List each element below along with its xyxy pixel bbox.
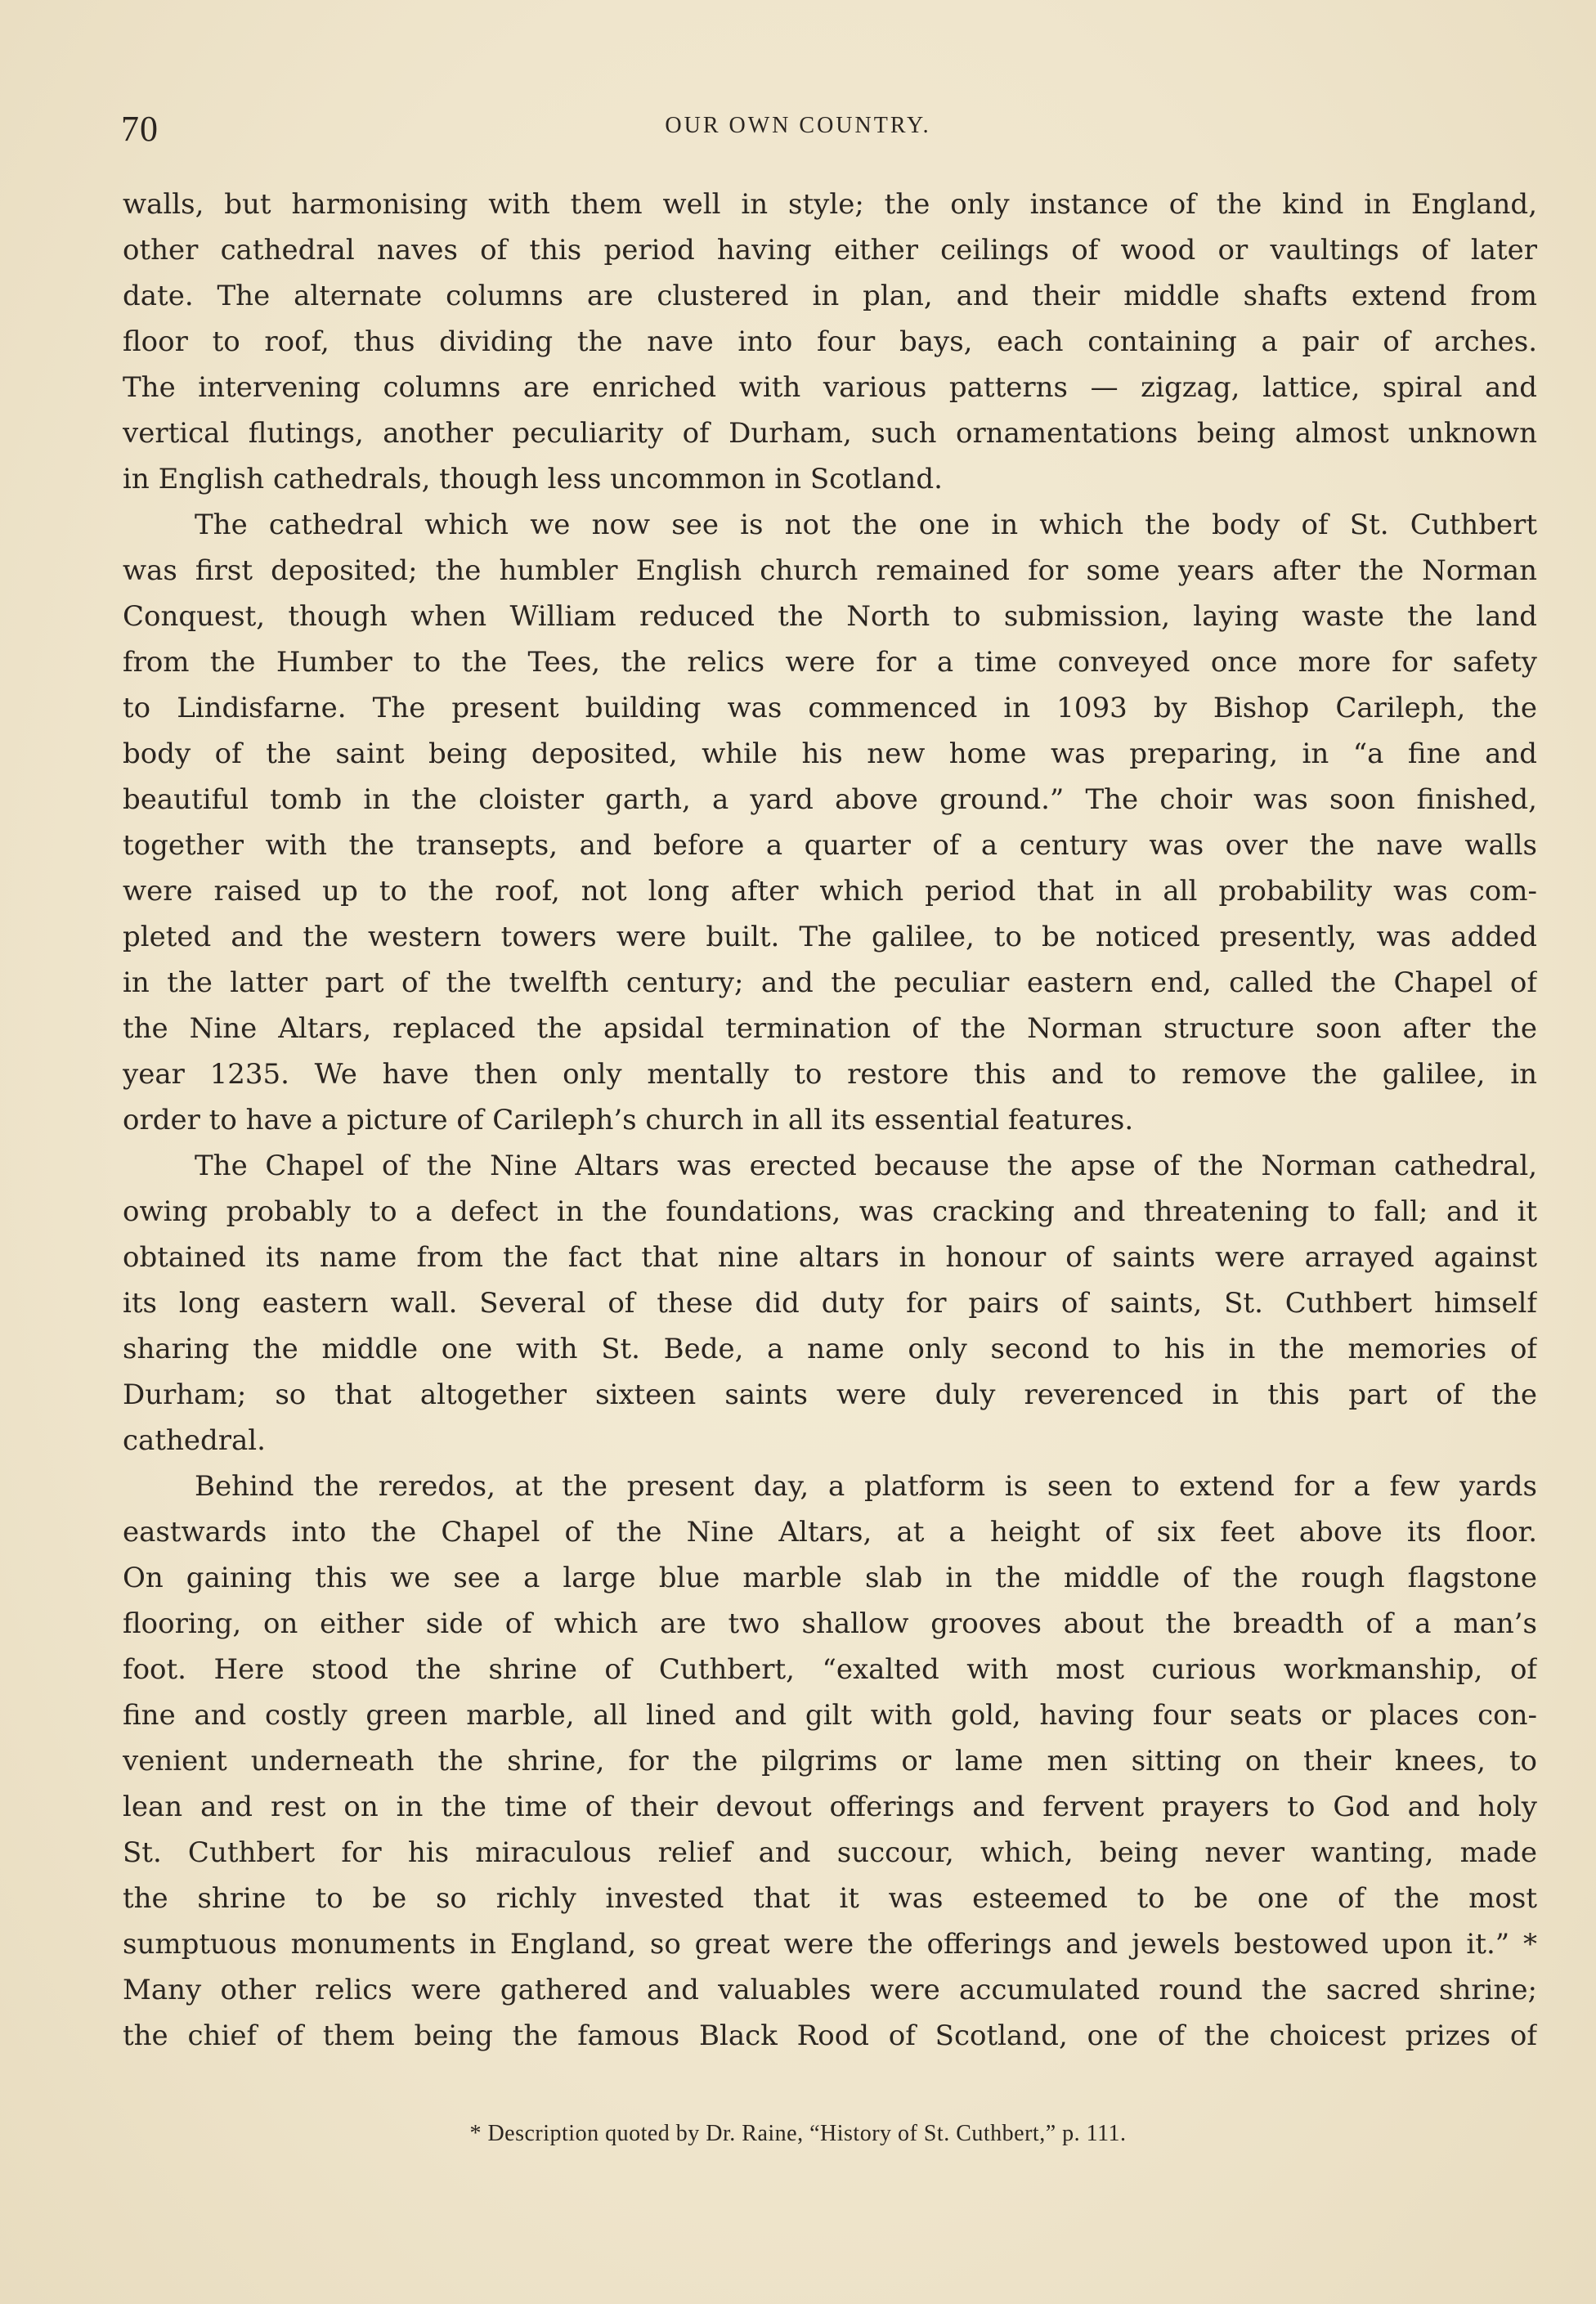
text-line: the chief of them being the famous Black Rood of Scotland, one of the choicest prizes of [123, 2019, 1537, 2052]
text-line: The cathedral which we now see is not the one in which the body of St. Cuthbert [195, 509, 1537, 541]
text-line: the Nine Altars, replaced the apsidal termination of the Norman structure soon after the [123, 1012, 1537, 1045]
text-line: Durham; so that altogether sixteen saints were duly reverenced in this part of the [123, 1378, 1537, 1411]
text-line: owing probably to a defect in the foundations, was cracking and threatening to fall; and it [123, 1195, 1537, 1228]
text-line: foot. Here stood the shrine of Cuthbert, “exalted with most curious workmanship, of [123, 1653, 1537, 1686]
text-line: sumptuous monuments in England, so great were the offerings and jewels bestowed upon it.” * [123, 1928, 1537, 1961]
text-line: The intervening columns are enriched with various patterns — zigzag, lattice, spiral and [123, 371, 1537, 404]
text-line: other cathedral naves of this period having either ceilings of wood or vaultings of later [123, 234, 1537, 267]
text-line: flooring, on either side of which are two shallow grooves about the breadth of a man’s [123, 1607, 1537, 1640]
text-line: body of the saint being deposited, while his new home was preparing, in “a fine and [123, 737, 1537, 770]
text-line: obtained its name from the fact that nine altars in honour of saints were arrayed against [123, 1241, 1537, 1274]
text-line: St. Cuthbert for his miraculous relief and succour, which, being never wanting, made [123, 1836, 1537, 1869]
text-line: date. The alternate columns are clustered in plan, and their middle shafts extend from [123, 280, 1537, 312]
running-title: OUR OWN COUNTRY. [665, 113, 931, 138]
text-line: the shrine to be so richly invested that it was esteemed to be one of the most [123, 1882, 1537, 1915]
text-line: vertical flutings, another peculiarity of Durham, such ornamentations being almost unknown [123, 417, 1537, 450]
text-line: were raised up to the roof, not long after which period that in all probability was com- [123, 875, 1537, 908]
text-line: was first deposited; the humbler English church remained for some years after the Norman [123, 554, 1537, 587]
text-line: its long eastern wall. Several of these did duty for pairs of saints, St. Cuthbert himself [123, 1287, 1537, 1320]
text-line: cathedral. [123, 1424, 266, 1457]
footnote: * Description quoted by Dr. Raine, “History of St. Cuthbert,” p. 111. [469, 2121, 1127, 2146]
body-text [123, 182, 1537, 2059]
text-line: order to have a picture of Carileph’s church in all its essential features. [123, 1104, 1134, 1136]
text-line: eastwards into the Chapel of the Nine Altars, at a height of six feet above its floor. [123, 1516, 1537, 1549]
text-line: walls, but harmonising with them well in style; the only instance of the kind in England, [123, 188, 1537, 221]
text-line: to Lindisfarne. The present building was commenced in 1093 by Bishop Carileph, the [123, 692, 1537, 724]
text-line: fine and costly green marble, all lined and gilt with gold, having four seats or places con- [123, 1699, 1537, 1732]
text-line: in the latter part of the twelfth century; and the peculiar eastern end, called the Chapel of [123, 966, 1537, 999]
text-line: Many other relics were gathered and valuables were accumulated round the sacred shrine; [123, 1974, 1537, 2006]
text-line: from the Humber to the Tees, the relics were for a time conveyed once more for safety [123, 646, 1537, 679]
page-number: 70 [121, 109, 159, 149]
text-line: floor to roof, thus dividing the nave into four bays, each containing a pair of arches. [123, 325, 1537, 358]
text-line: beautiful tomb in the cloister garth, a yard above ground.” The choir was soon finished, [123, 783, 1537, 816]
text-line: sharing the middle one with St. Bede, a name only second to his in the memories of [123, 1333, 1537, 1365]
text-line: On gaining this we see a large blue marble slab in the middle of the rough flagstone [123, 1562, 1537, 1594]
text-line: venient underneath the shrine, for the pilgrims or lame men sitting on their knees, to [123, 1745, 1537, 1777]
text-line: pleted and the western towers were built. The galilee, to be noticed presently, was added [123, 921, 1537, 953]
text-line: year 1235. We have then only mentally to restore this and to remove the galilee, in [123, 1058, 1537, 1091]
text-line: The Chapel of the Nine Altars was erected because the apse of the Norman cathedral, [195, 1150, 1537, 1182]
text-line: together with the transepts, and before a quarter of a century was over the nave walls [123, 829, 1537, 862]
text-line: Conquest, though when William reduced the North to submission, laying waste the land [123, 600, 1537, 633]
text-line: lean and rest on in the time of their devout offerings and fervent prayers to God and holy [123, 1791, 1537, 1823]
text-line: Behind the reredos, at the present day, a platform is seen to extend for a few yards [195, 1470, 1537, 1503]
text-line: in English cathedrals, though less uncommon in Scotland. [123, 463, 943, 495]
